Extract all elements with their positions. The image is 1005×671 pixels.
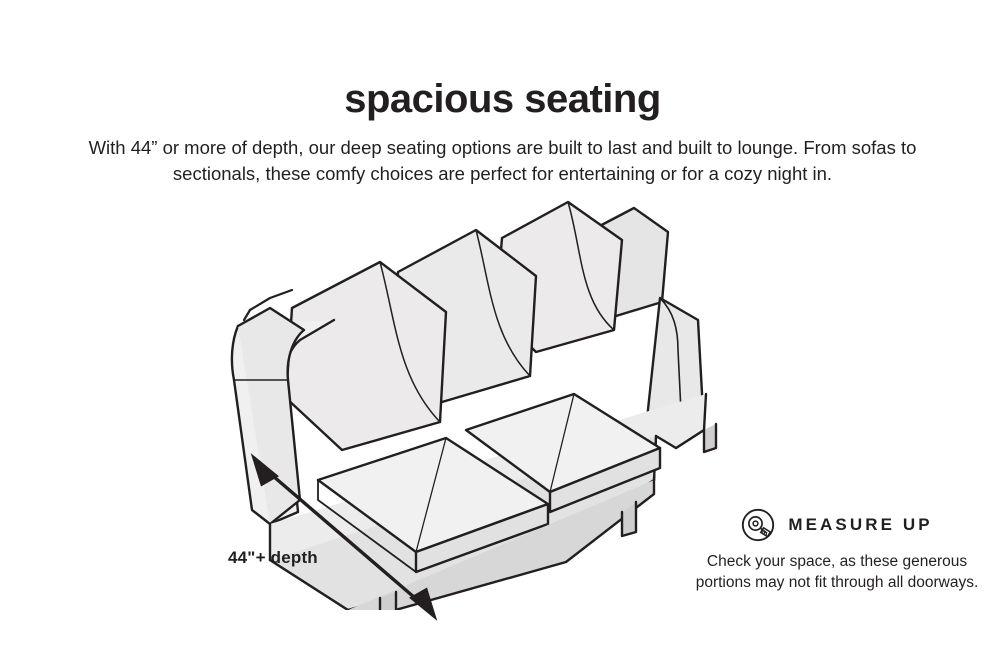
tape-measure-icon xyxy=(741,508,775,542)
measure-up-note: Check your space, as these generous portions may not fit through all doorways. xyxy=(695,553,979,592)
depth-dimension-arrow xyxy=(240,448,450,626)
measure-up-header xyxy=(687,508,987,542)
depth-label: 44"+ depth xyxy=(228,548,318,567)
page-subcopy: With 44” or more of depth, our deep seating options are built to last and built to lounge. From sofas to sectionals, these comfy choices are perfect for entertaining or for a cozy night in. xyxy=(88,136,917,185)
measure-up-block xyxy=(687,508,987,593)
page-title: spacious seating xyxy=(344,76,661,121)
measure-up-title: MEASURE UP xyxy=(788,515,933,534)
